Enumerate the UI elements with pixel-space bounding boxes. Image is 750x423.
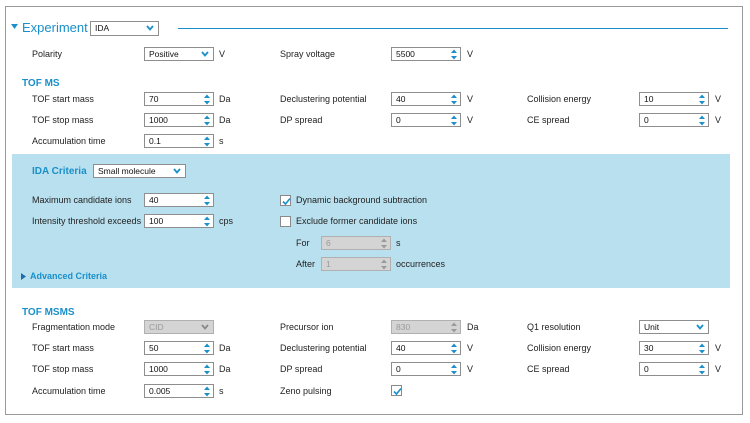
tof-ms-start-mass-value: 70	[149, 94, 159, 104]
tof-ms-accumulation-unit: s	[219, 136, 224, 146]
intensity-threshold-label: Intensity threshold exceeds	[32, 216, 142, 226]
tof-ms-ce-spread-value: 0	[644, 115, 649, 125]
checkmark-icon	[281, 196, 292, 207]
dynamic-bg-checkbox[interactable]	[280, 195, 291, 206]
spin-arrows-icon[interactable]	[204, 136, 210, 147]
after-value: 1	[326, 259, 331, 269]
checkmark-icon	[392, 386, 403, 397]
spin-arrows-icon[interactable]	[451, 94, 457, 105]
max-candidate-ions-input[interactable]	[144, 193, 214, 207]
experiment-mode-value: IDA	[95, 23, 110, 33]
tof-msms-start-mass-unit: Da	[219, 343, 231, 353]
spray-voltage-input[interactable]	[391, 47, 461, 61]
fragmentation-mode-value: CID	[149, 322, 164, 332]
tof-msms-dp-value: 40	[396, 343, 406, 353]
ida-criteria-title: IDA Criteria	[32, 166, 87, 177]
tof-msms-ce-unit: V	[715, 343, 722, 353]
exclude-former-checkbox[interactable]	[280, 216, 291, 227]
polarity-value: Positive	[149, 49, 179, 59]
spray-voltage-unit: V	[467, 49, 474, 59]
spin-arrows-icon[interactable]	[699, 94, 705, 105]
tof-msms-accumulation-unit: s	[219, 386, 224, 396]
tof-msms-stop-mass-label: TOF stop mass	[32, 364, 94, 374]
tof-msms-dp-unit: V	[467, 343, 474, 353]
spin-arrows-icon[interactable]	[451, 364, 457, 375]
exclude-former-label: Exclude former candidate ions	[296, 216, 418, 226]
intensity-threshold-input[interactable]	[144, 214, 214, 228]
tof-ms-ce-spread-input[interactable]	[639, 113, 709, 127]
spin-arrows-icon[interactable]	[451, 49, 457, 60]
tof-msms-start-mass-label: TOF start mass	[32, 343, 94, 353]
spin-arrows-icon[interactable]	[381, 238, 387, 249]
tof-msms-dp-input[interactable]	[391, 341, 461, 355]
after-input[interactable]	[321, 257, 391, 271]
tof-msms-stop-mass-unit: Da	[219, 364, 231, 374]
max-candidate-ions-value: 40	[149, 195, 159, 205]
tof-ms-dp-spread-input[interactable]	[391, 113, 461, 127]
spray-voltage-label: Spray voltage	[280, 49, 336, 59]
tof-ms-start-mass-unit: Da	[219, 94, 231, 104]
q1-resolution-dropdown[interactable]	[639, 320, 709, 334]
after-unit: occurrences	[396, 259, 446, 269]
collapse-triangle-icon[interactable]	[11, 24, 18, 30]
spin-arrows-icon[interactable]	[204, 343, 210, 354]
tof-msms-ce-input[interactable]	[639, 341, 709, 355]
intensity-threshold-value: 100	[149, 216, 164, 226]
experiment-title: Experiment	[22, 20, 88, 35]
spin-arrows-icon[interactable]	[204, 94, 210, 105]
for-value: 6	[326, 238, 331, 248]
precursor-ion-label: Precursor ion	[280, 322, 334, 332]
q1-resolution-label: Q1 resolution	[527, 322, 581, 332]
polarity-label: Polarity	[32, 49, 63, 59]
tof-ms-ce-spread-unit: V	[715, 115, 722, 125]
spin-arrows-icon[interactable]	[451, 115, 457, 126]
chevron-down-icon	[201, 51, 209, 57]
q1-resolution-value: Unit	[644, 322, 660, 332]
chevron-down-icon	[146, 25, 154, 31]
polarity-unit: V	[219, 49, 226, 59]
tof-msms-ce-value: 30	[644, 343, 654, 353]
chevron-down-icon	[696, 324, 704, 330]
tof-ms-accumulation-value: 0.1	[149, 136, 161, 146]
tof-ms-ce-spread-label: CE spread	[527, 115, 570, 125]
tof-ms-stop-mass-value: 1000	[149, 115, 168, 125]
spin-arrows-icon[interactable]	[699, 115, 705, 126]
zeno-pulsing-checkbox[interactable]	[391, 385, 402, 396]
tof-msms-start-mass-input[interactable]	[144, 341, 214, 355]
tof-ms-dp-unit: V	[467, 94, 474, 104]
tof-ms-stop-mass-unit: Da	[219, 115, 231, 125]
ida-type-value: Small molecule	[98, 166, 156, 176]
dynamic-bg-label: Dynamic background subtraction	[296, 195, 428, 205]
fragmentation-mode-dropdown[interactable]	[144, 320, 214, 334]
tof-msms-ce-spread-label: CE spread	[527, 364, 570, 374]
spray-voltage-value: 5500	[396, 49, 415, 59]
tof-msms-dp-spread-unit: V	[467, 364, 474, 374]
tof-ms-dp-spread-label: DP spread	[280, 115, 323, 125]
tof-msms-accumulation-input[interactable]	[144, 384, 214, 398]
tof-ms-accumulation-input[interactable]	[144, 134, 214, 148]
spin-arrows-icon[interactable]	[204, 216, 210, 227]
tof-ms-title: TOF MS	[22, 78, 60, 89]
tof-ms-stop-mass-label: TOF stop mass	[32, 115, 94, 125]
tof-msms-start-mass-value: 50	[149, 343, 159, 353]
tof-msms-ce-spread-value: 0	[644, 364, 649, 374]
tof-ms-ce-unit: V	[715, 94, 722, 104]
tof-ms-ce-value: 10	[644, 94, 654, 104]
tof-ms-start-mass-label: TOF start mass	[32, 94, 94, 104]
chevron-down-icon	[173, 168, 181, 174]
spin-arrows-icon[interactable]	[699, 343, 705, 354]
spin-arrows-icon[interactable]	[204, 386, 210, 397]
expand-triangle-icon[interactable]	[21, 273, 26, 280]
tof-msms-title: TOF MSMS	[22, 307, 75, 318]
polarity-dropdown[interactable]	[144, 47, 214, 61]
tof-ms-dp-spread-value: 0	[396, 115, 401, 125]
spin-arrows-icon[interactable]	[204, 115, 210, 126]
fragmentation-mode-label: Fragmentation mode	[32, 322, 116, 332]
tof-msms-dp-label: Declustering potential	[280, 343, 367, 353]
max-candidate-ions-label: Maximum candidate ions	[32, 195, 132, 205]
tof-ms-dp-input[interactable]	[391, 92, 461, 106]
tof-msms-ce-label: Collision energy	[527, 343, 592, 353]
intensity-threshold-unit: cps	[219, 216, 234, 226]
tof-msms-ce-spread-unit: V	[715, 364, 722, 374]
tof-msms-stop-mass-input[interactable]	[144, 362, 214, 376]
tof-msms-dp-spread-label: DP spread	[280, 364, 323, 374]
tof-ms-accumulation-label: Accumulation time	[32, 136, 106, 146]
precursor-ion-input[interactable]	[391, 320, 461, 334]
spin-arrows-icon[interactable]	[204, 364, 210, 375]
tof-ms-ce-label: Collision energy	[527, 94, 592, 104]
precursor-ion-unit: Da	[467, 322, 479, 332]
tof-msms-dp-spread-input[interactable]	[391, 362, 461, 376]
ida-type-dropdown[interactable]	[93, 164, 186, 178]
tof-ms-dp-value: 40	[396, 94, 406, 104]
tof-ms-dp-spread-unit: V	[467, 115, 474, 125]
for-input[interactable]	[321, 236, 391, 250]
spin-arrows-icon[interactable]	[381, 259, 387, 270]
tof-ms-start-mass-input[interactable]	[144, 92, 214, 106]
after-label: After	[296, 259, 316, 269]
precursor-ion-value: 830	[396, 322, 411, 332]
spin-arrows-icon[interactable]	[699, 364, 705, 375]
tof-ms-dp-label: Declustering potential	[280, 94, 367, 104]
for-unit: s	[396, 238, 401, 248]
header-divider	[178, 28, 728, 29]
tof-ms-stop-mass-input[interactable]	[144, 113, 214, 127]
tof-msms-accumulation-label: Accumulation time	[32, 386, 106, 396]
tof-msms-ce-spread-input[interactable]	[639, 362, 709, 376]
tof-ms-ce-input[interactable]	[639, 92, 709, 106]
spin-arrows-icon[interactable]	[451, 343, 457, 354]
zeno-pulsing-label: Zeno pulsing	[280, 386, 332, 396]
tof-msms-stop-mass-value: 1000	[149, 364, 168, 374]
advanced-criteria-link[interactable]: Advanced Criteria	[30, 271, 108, 281]
chevron-down-icon	[201, 324, 209, 330]
experiment-mode-dropdown[interactable]	[90, 21, 159, 36]
for-label: For	[296, 238, 310, 248]
spin-arrows-icon[interactable]	[451, 322, 457, 333]
tof-msms-dp-spread-value: 0	[396, 364, 401, 374]
spin-arrows-icon[interactable]	[204, 195, 210, 206]
tof-msms-accumulation-value: 0.005	[149, 386, 171, 396]
